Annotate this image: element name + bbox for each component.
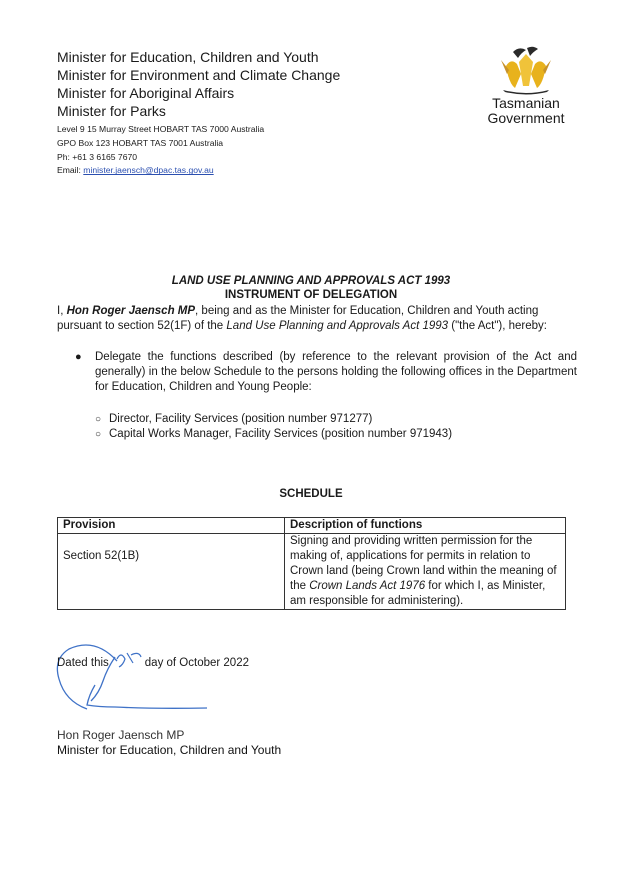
intro-text: , being and as the Minister for Education, Children and Youth acting pursuant to section 52(1F) of the [57,305,539,332]
email-line [57,164,264,178]
description-text: for which I, as Minister, am responsible for administering). [290,580,546,607]
column-header-provision: Provision [58,518,285,534]
provision-cell: Section 52(1B) [58,534,285,610]
logo-text-line1: Tasmanian [492,95,560,111]
circle-bullet-icon: ○ [95,414,102,425]
act-title: LAND USE PLANNING AND APPROVALS ACT 1993 [171,275,451,287]
dated-text: Dated this [57,657,109,669]
signatory-role: Minister for Education, Children and Youth [57,743,282,757]
act-reference: Crown Lands Act 1976 [309,580,426,592]
minister-title: Minister for Parks [57,103,166,119]
minister-title: Minister for Environment and Climate Change [57,67,341,83]
intro-text: I, [57,305,67,317]
email-link[interactable]: minister.jaensch@dpac.tas.gov.au [83,165,214,176]
circle-bullet-icon: ○ [95,429,102,440]
minister-title: Minister for Education, Children and Youth [57,49,319,65]
act-reference: Land Use Planning and Approvals Act 1993 [226,320,449,332]
minister-titles [57,48,340,120]
column-header-description: Description of functions [285,518,566,534]
schedule-table [57,517,566,610]
address-line: Level 9 15 Murray Street HOBART TAS 7000 Australia [57,124,265,134]
office-item [95,427,452,442]
address-line: GPO Box 123 HOBART TAS 7001 Australia [57,137,224,148]
signatory-name: Hon Roger Jaensch MP [57,728,185,742]
intro-text: ("the Act"), hereby: [448,320,547,332]
schedule-title: SCHEDULE [279,488,343,500]
dated-line [57,657,249,669]
email-label: Email: [57,165,81,176]
office-text: Capital Works Manager, Facility Services (position number 971943) [109,428,453,440]
delegation-bullet: Delegate the functions described (by reference to the relevant provision of the Act and generally) in the below Schedule to the persons holding the following offices in the Department for Education, Children and Young People: [95,351,577,393]
bullet-icon: ● [75,351,82,363]
minister-name: Hon Roger Jaensch MP [66,305,196,317]
description-text: Signing and providing written permission for the making of, applications for permits in relation to Crown land (being Crown land within the meaning of the [290,535,557,592]
logo-text-line2: Government [487,110,565,126]
minister-title: Minister for Aboriginal Affairs [57,85,235,101]
instrument-title: INSTRUMENT OF DELEGATION [224,289,398,301]
intro-paragraph [57,304,579,334]
dated-text: day of October 2022 [144,657,249,669]
office-text: Director, Facility Services (position number 971277) [109,413,373,425]
table-row [58,534,566,610]
address-block [57,123,264,178]
phone-line: Ph: +61 3 6165 7670 [57,151,138,162]
signature-icon [55,635,215,735]
description-cell [285,534,566,610]
tasmanian-government-logo [470,44,582,126]
office-item [95,412,372,427]
tiger-logo-icon [491,44,561,96]
table-header-row [58,518,566,534]
